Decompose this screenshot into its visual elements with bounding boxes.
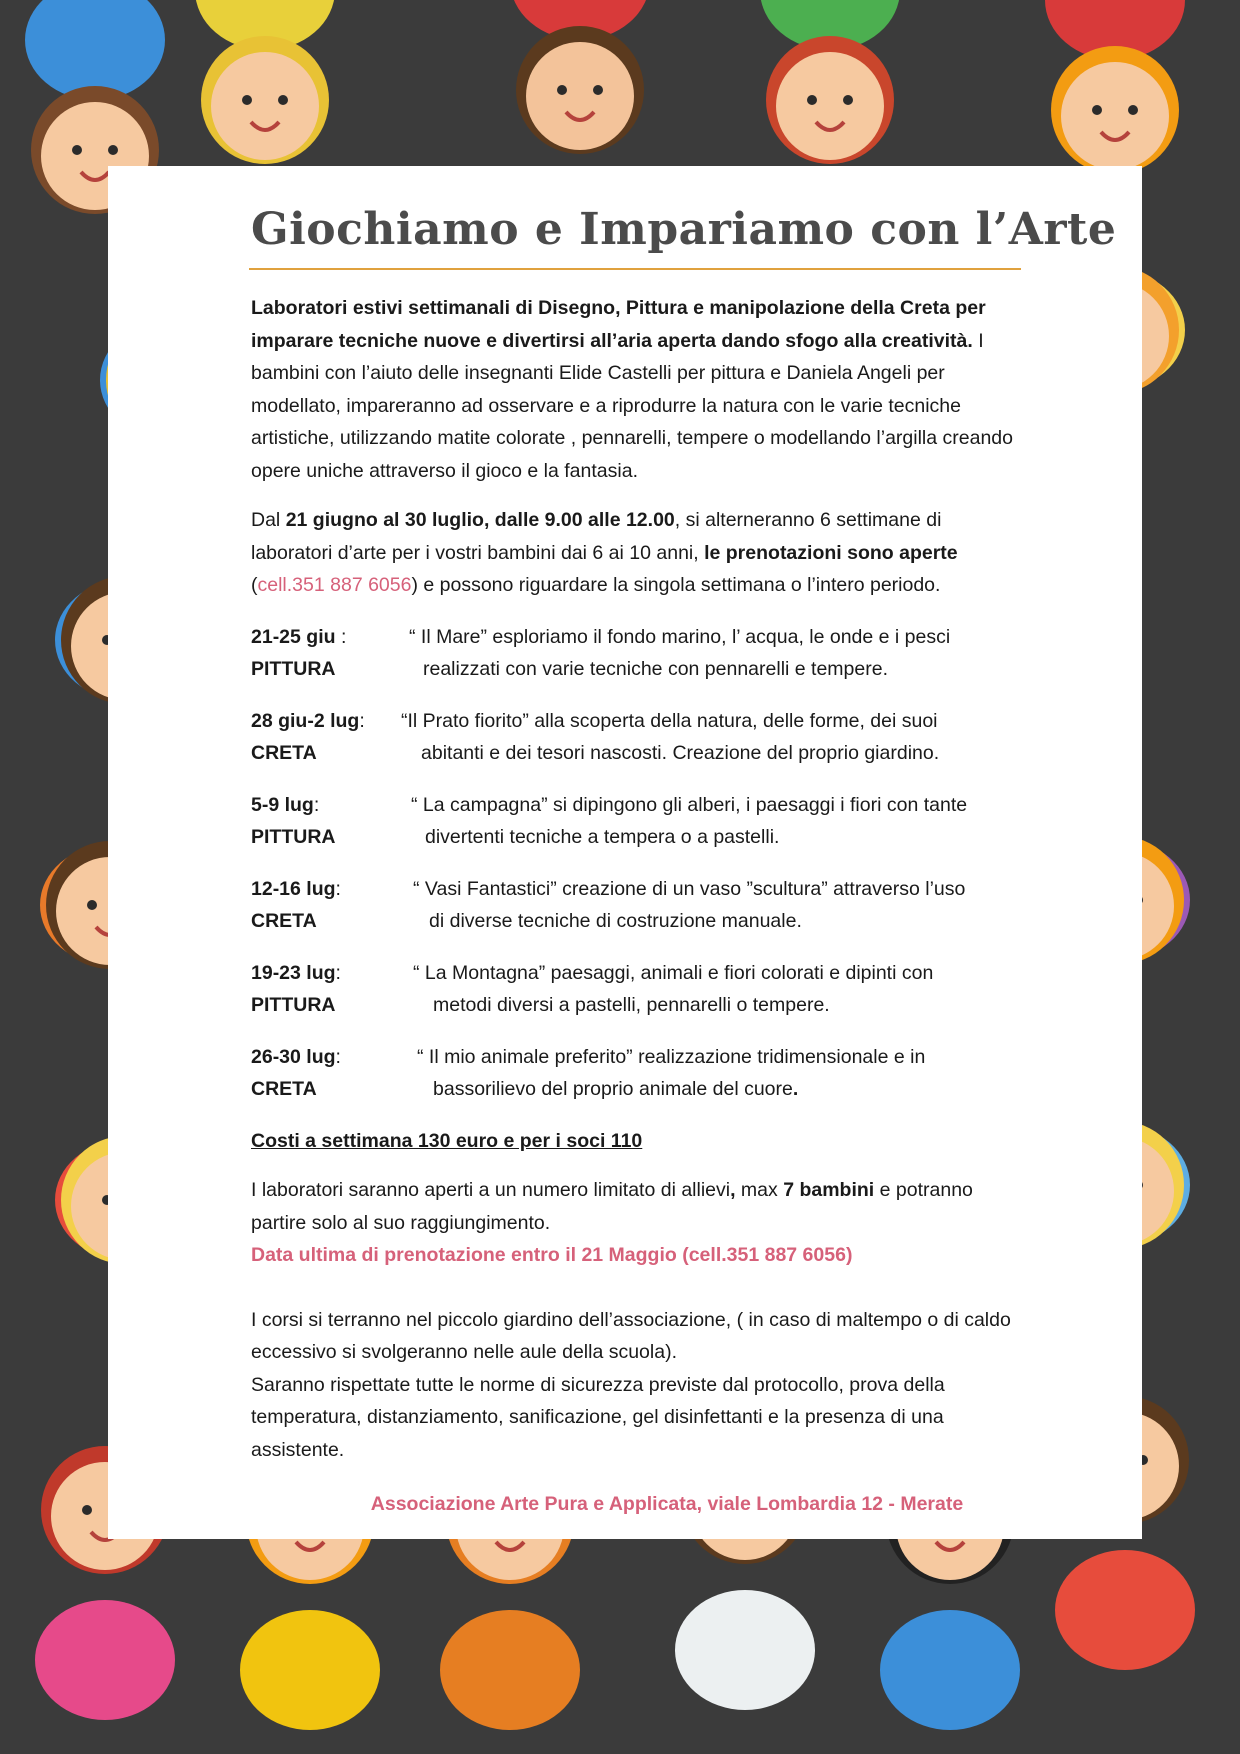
- booking-deadline: Data ultima di prenotazione entro il 21 Maggio (cell.351 887 6056): [251, 1244, 853, 1266]
- intro-bold-line-2: imparare tecniche nuove e divertirsi all’aria aperta dando sfogo alla creatività.: [251, 329, 973, 352]
- location-text: I corsi si terranno nel piccolo giardino dell’associazione, ( in caso di maltempo o di caldo eccessivo si svolgeranno nelle aule della scuola).: [251, 1308, 1011, 1363]
- booking-open: le prenotazioni sono aperte: [704, 541, 958, 564]
- week-description-2: di diverse tecniche di costruzione manuale.: [429, 910, 802, 932]
- week-description-1: “ Il mio animale preferito” realizzazione tridimensionale e in: [417, 1045, 926, 1068]
- week-row: [251, 957, 1023, 1022]
- week-row: [251, 789, 1023, 854]
- cartoon-child-icon: [1045, 0, 1185, 174]
- limit-text-2: max: [735, 1179, 784, 1201]
- cartoon-child-icon: [195, 0, 335, 164]
- intro-body: I bambini con l’aiuto delle insegnanti Elide Castelli per pittura e Daniela Angeli per modellato, impareranno ad osservare e a riprodurre la natura con le varie tecniche artistiche, utilizzando matite colorate , pennarelli, tempere o modellando l’argilla creando opere uniche attraverso il gioco e la fantasia.: [251, 329, 1013, 482]
- paren-open: (: [251, 574, 258, 596]
- week-row: [251, 621, 1023, 686]
- limit-text-1: I laboratori saranno aperti a un numero limitato di allievi: [251, 1179, 731, 1201]
- week-description-1: “ Il Mare” esploriamo il fondo marino, l’ acqua, le onde e i pesci: [409, 625, 951, 648]
- week-description-2: realizzati con varie tecniche con pennarelli e tempere.: [423, 658, 889, 680]
- week-type: PITTURA: [251, 994, 336, 1016]
- week-description-1: “Il Prato fiorito” alla scoperta della natura, delle forme, dei suoi: [401, 709, 938, 732]
- week-type: CRETA: [251, 742, 317, 764]
- week-row: [251, 873, 1023, 938]
- limit-comma: ,: [730, 1179, 736, 1201]
- limit-text-3: e potranno partire solo al suo raggiungimento.: [251, 1179, 973, 1234]
- schedule-prefix: Dal: [251, 509, 286, 531]
- week-row: [251, 705, 1023, 770]
- week-description-2: metodi diversi a pastelli, pennarelli o tempere.: [433, 994, 830, 1016]
- week-description-1: “ La Montagna” paesaggi, animali e fiori colorati e dipinti con: [413, 961, 934, 984]
- week-description-1: “ La campagna” si dipingono gli alberi, i paesaggi i fiori con tante: [411, 793, 968, 816]
- week-description-2: bassorilievo del proprio animale del cuore.: [433, 1078, 799, 1100]
- phone-number: cell.351 887 6056: [257, 574, 412, 596]
- costs-line: Costi a settimana 130 euro e per i soci 110: [251, 1129, 643, 1152]
- association-footer: Associazione Arte Pura e Applicata, viale Lombardia 12 - Merate: [370, 1493, 964, 1515]
- week-description-2: abitanti e dei tesori nascosti. Creazione del proprio giardino.: [421, 742, 940, 764]
- page-title: Giochiamo e Impariamo con l’Arte: [251, 204, 1117, 255]
- week-dates: 12-16 lug:: [251, 877, 341, 900]
- week-dates: 19-23 lug:: [251, 961, 341, 984]
- weekly-schedule: [251, 621, 1023, 1106]
- safety-text: Saranno rispettate tutte le norme di sicurezza previste dal protocollo, prova della temperatura, distanziamento, sanificazione, gel disinfettanti e la presenza di una assistente.: [251, 1373, 945, 1461]
- week-row: [251, 1041, 1023, 1106]
- limit-paragraph: [251, 1174, 1023, 1239]
- intro-paragraph: [251, 292, 1023, 487]
- week-type: PITTURA: [251, 658, 336, 680]
- week-description-2: divertenti tecniche a tempera o a pastelli.: [425, 826, 780, 848]
- week-dates: 21-25 giu :: [251, 625, 347, 648]
- week-description-1: “ Vasi Fantastici” creazione di un vaso ”scultura” attraverso l’uso: [413, 877, 966, 900]
- week-type: PITTURA: [251, 826, 336, 848]
- title-underline: [249, 268, 1021, 270]
- week-type: CRETA: [251, 1078, 317, 1100]
- week-dates: 26-30 lug:: [251, 1045, 341, 1068]
- schedule-middle: , si alterneranno 6 settimane di laboratori d’arte per i vostri bambini dai 6 ai 10 anni,: [251, 509, 942, 564]
- intro-bold-line-1: Laboratori estivi settimanali di Disegno, Pittura e manipolazione della Creta per: [251, 297, 986, 319]
- max-children: 7 bambini: [783, 1179, 875, 1201]
- flyer-content: [251, 200, 1117, 1521]
- week-dates: 28 giu-2 lug:: [251, 709, 365, 732]
- schedule-paragraph: [251, 504, 1023, 602]
- schedule-suffix: ) e possono riguardare la singola settimana o l’intero periodo.: [411, 574, 941, 596]
- schedule-dates: 21 giugno al 30 luglio, dalle 9.00 alle 12.00: [285, 509, 675, 531]
- cartoon-child-icon: [760, 0, 900, 164]
- week-type: CRETA: [251, 910, 317, 932]
- week-dates: 5-9 lug:: [251, 793, 320, 816]
